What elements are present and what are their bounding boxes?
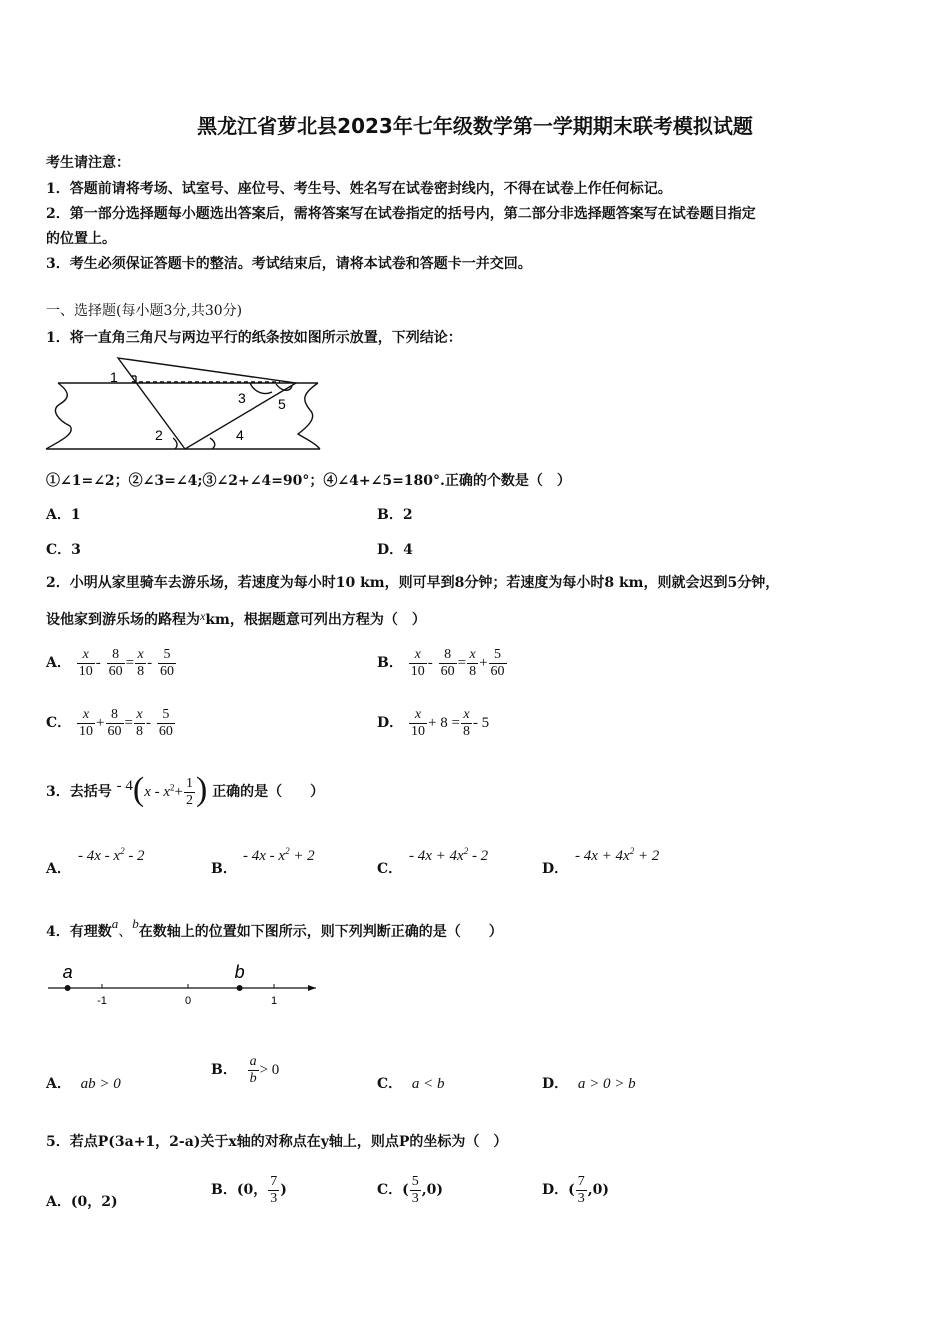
- q3-option-c-label[interactable]: C．: [377, 861, 403, 877]
- angle-label-4: 4: [236, 427, 244, 443]
- q2-option-d[interactable]: D． $\frac{x}{10}$ + 8 = $\frac{x}{8}$ - 5: [377, 706, 490, 739]
- q1-option-d[interactable]: D．4: [377, 542, 413, 558]
- q4-var-a: a: [111, 916, 119, 931]
- q4-option-d[interactable]: D． a > 0 > b: [542, 1076, 636, 1092]
- q1-stem: 1．将一直角三角尺与两边平行的纸条按如图所示放置，下列结论：: [46, 330, 462, 346]
- point-b-label: b: [234, 962, 245, 982]
- q3-suffix: 正确的是（ ）: [212, 784, 325, 800]
- notice-item-1: 1．答题前请将考场、试室号、座位号、考生号、姓名写在试卷密封线内，不得在试卷上作任何标记。: [46, 181, 672, 197]
- tick-label-neg1: -1: [97, 995, 107, 1007]
- q2-option-b[interactable]: B． $\frac{x}{10}$ - $\frac{8}{60}$ = $\frac{x}{8}$ + $\frac{5}{60}$: [377, 646, 505, 679]
- strip-left-break: [46, 383, 71, 449]
- q2-line-1: 2．小明从家里骑车去游乐场，若速度为每小时10 km，则可早到8分钟；若速度为每小时8 km，则就会迟到5分钟，: [46, 575, 780, 591]
- section-heading: 一、选择题(每小题3分,共30分): [46, 303, 243, 319]
- q2-line-2: [46, 609, 426, 629]
- angle-label-1: 1: [110, 369, 118, 385]
- triangle-ruler: [118, 358, 296, 449]
- q2-option-c-label: C．: [46, 715, 72, 731]
- q2-line-2-text: 设他家到游乐场的路程为: [46, 612, 200, 628]
- page-title: 黑龙江省萝北县2023年七年级数学第一学期期末联考模拟试题: [197, 114, 753, 138]
- notice-heading: 考生请注意：: [46, 155, 130, 171]
- q2-line-2-tail: km，根据题意可列出方程为（ ）: [205, 612, 426, 628]
- angle-label-2: 2: [155, 427, 163, 443]
- q2-option-a-label: A．: [46, 655, 71, 671]
- q2-option-a[interactable]: A． $\frac{x}{10}$ - $\frac{8}{60}$ = $\frac{x}{8}$ - $\frac{5}{60}$: [46, 646, 174, 679]
- q3-prefix: 3．去括号: [46, 784, 112, 800]
- point-b: [237, 985, 243, 991]
- angle-label-5: 5: [278, 396, 286, 412]
- q3-stem: 3．去括号 - $4(x - x^2+$ $\frac{1}{2}$ ) 正确的是（ ）: [46, 771, 325, 808]
- q5-option-b[interactable]: B．(0， $\frac{7}{3}$ ): [211, 1173, 287, 1206]
- q4-number-line: [44, 958, 329, 1010]
- q5-option-a[interactable]: A．(0，2): [46, 1194, 118, 1210]
- point-a: [65, 985, 71, 991]
- q2-var-x: x: [200, 609, 206, 623]
- tick-label-1: 1: [270, 995, 278, 1007]
- q3-option-b-expr[interactable]: - $4x - x^2 + 2$: [243, 846, 315, 864]
- q5-stem: 5．若点P(3a+1，2-a)关于x轴的对称点在y轴上，则点P的坐标为（ ）: [46, 1134, 508, 1150]
- angle-label-3: 3: [238, 390, 246, 406]
- q3-option-a-expr[interactable]: - $4x - x^2 - 2$: [78, 846, 145, 864]
- q5-option-c[interactable]: C．( $\frac{5}{3}$ ,0): [377, 1173, 444, 1206]
- q3-option-a-label[interactable]: A．: [46, 861, 71, 877]
- arc-2: [173, 438, 177, 449]
- axis-arrow: [308, 985, 316, 991]
- notice-item-2: 2．第一部分选择题每小题选出答案后，需将答案写在试卷指定的括号内，第二部分非选择题答案写在试卷题目指定: [46, 206, 756, 222]
- q2-option-d-label: D．: [377, 715, 404, 731]
- q2-option-b-label: B．: [377, 655, 403, 671]
- q3-expr-body: x - x: [144, 784, 171, 800]
- q4-option-b[interactable]: B． $\frac{a}{b}$ > 0: [211, 1053, 280, 1086]
- point-a-label: a: [62, 962, 73, 982]
- notice-item-3: 3．考生必须保证答题卡的整洁。考试结束后，请将本试卷和答题卡一并交回。: [46, 256, 532, 272]
- strip-right-break: [298, 383, 320, 449]
- q3-expr-coef: - 4: [116, 778, 133, 794]
- q4-var-b: b: [132, 916, 139, 931]
- q3-option-c-expr[interactable]: - $4x + 4x^2 - 2$: [409, 846, 489, 864]
- q4-suffix: 在数轴上的位置如下图所示，则下列判断正确的是（ ）: [138, 924, 503, 940]
- tick-label-0: 0: [184, 995, 192, 1007]
- arc-4: [210, 438, 215, 449]
- q3-option-d-label[interactable]: D．: [542, 861, 569, 877]
- arc-3: [250, 383, 272, 394]
- q1-statement: ①∠1=∠2；②∠3=∠4;③∠2+∠4=90°；④∠4+∠5=180°.正确的个数是（ ）: [46, 473, 571, 489]
- q1-option-c[interactable]: C．3: [46, 542, 81, 558]
- q4-prefix: 4．有理数: [46, 924, 112, 940]
- notice-item-2-cont: 的位置上。: [46, 231, 116, 247]
- q3-option-d-expr[interactable]: - $4x + 4x^2 + 2$: [575, 846, 660, 864]
- q2-option-c[interactable]: C． $\frac{x}{10}$ + $\frac{8}{60}$ = $\frac{x}{8}$ - $\frac{5}{60}$: [46, 706, 173, 739]
- q4-option-a[interactable]: A． ab > 0: [46, 1076, 121, 1092]
- q1-option-a[interactable]: A．1: [46, 507, 81, 523]
- q3-option-b-label[interactable]: B．: [211, 861, 237, 877]
- q4-stem: 4．有理数a、b在数轴上的位置如下图所示，则下列判断正确的是（ ）: [46, 916, 503, 940]
- q1-option-b[interactable]: B．2: [377, 507, 413, 523]
- q1-figure: [40, 352, 330, 456]
- q4-option-c[interactable]: C． a < b: [377, 1076, 445, 1092]
- q5-option-d[interactable]: D．( $\frac{7}{3}$ ,0): [542, 1173, 610, 1206]
